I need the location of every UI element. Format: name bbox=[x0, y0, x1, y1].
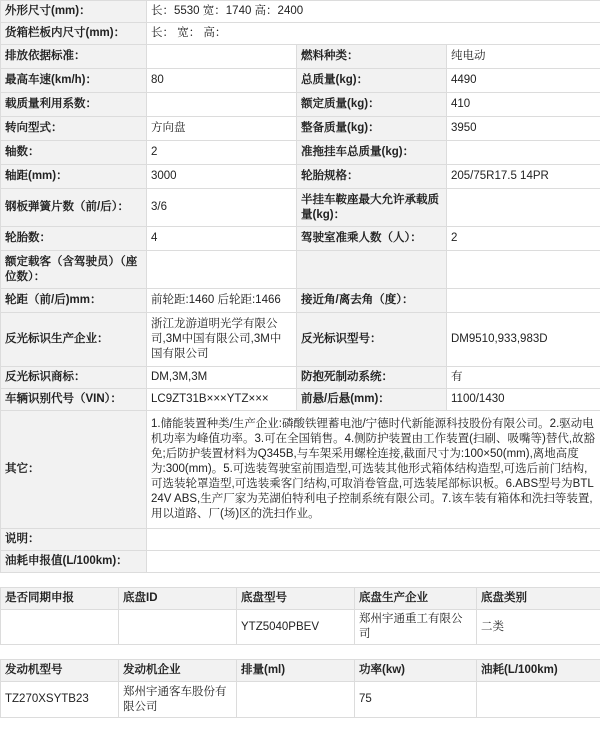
spec-value: 80 bbox=[147, 69, 297, 93]
chassis-cell: 二类 bbox=[477, 610, 600, 645]
spec-value: 前轮距:1460 后轮距:1466 bbox=[147, 289, 297, 313]
engine-cell: TZ270XSYTB23 bbox=[1, 682, 119, 718]
spec-value: 3/6 bbox=[147, 189, 297, 227]
spec-value: 3000 bbox=[147, 165, 297, 189]
section-gap bbox=[0, 645, 600, 659]
chassis-header: 底盘型号 bbox=[237, 588, 355, 610]
chassis-cell: 郑州宇通重工有限公司 bbox=[355, 610, 477, 645]
spec-label: 轴数： bbox=[1, 141, 147, 165]
spec-label: 燃料种类： bbox=[297, 45, 447, 69]
spec-value: 长：5530 宽：1740 高：2400 bbox=[147, 1, 600, 23]
spec-label: 前悬/后悬(mm)： bbox=[297, 389, 447, 411]
spec-value: 浙江龙游道明光学有限公司,3M中国有限公司,3M中国有限公司 bbox=[147, 313, 297, 367]
engine-header: 发动机企业 bbox=[119, 660, 237, 682]
spec-label: 反光标识生产企业： bbox=[1, 313, 147, 367]
chassis-header: 是否同期申报 bbox=[1, 588, 119, 610]
chassis-header: 底盘生产企业 bbox=[355, 588, 477, 610]
other-label: 其它： bbox=[1, 411, 147, 529]
spec-label: 载质量利用系数： bbox=[1, 93, 147, 117]
spec-label: 额定质量(kg)： bbox=[297, 93, 447, 117]
spec-value: DM,3M,3M bbox=[147, 367, 297, 389]
spec-label: 排放依据标准： bbox=[1, 45, 147, 69]
spec-value: 1100/1430 bbox=[447, 389, 600, 411]
spec-value: 205/75R17.5 14PR bbox=[447, 165, 600, 189]
chassis-cell bbox=[119, 610, 237, 645]
spec-value bbox=[147, 45, 297, 69]
engine-table bbox=[0, 659, 600, 718]
engine-header: 功率(kw) bbox=[355, 660, 477, 682]
section-gap bbox=[0, 573, 600, 587]
spec-label: 轮胎数： bbox=[1, 227, 147, 251]
spec-label bbox=[297, 251, 447, 289]
note-label: 说明： bbox=[1, 529, 147, 551]
chassis-table bbox=[0, 587, 600, 645]
spec-label: 轮胎规格： bbox=[297, 165, 447, 189]
spec-label: 钢板弹簧片数（前/后）： bbox=[1, 189, 147, 227]
chassis-cell bbox=[1, 610, 119, 645]
spec-value: 2 bbox=[447, 227, 600, 251]
spec-label: 防抱死制动系统： bbox=[297, 367, 447, 389]
chassis-header: 底盘类别 bbox=[477, 588, 600, 610]
spec-label: 驾驶室准乘人数（人）： bbox=[297, 227, 447, 251]
spec-label: 轮距（前/后)mm： bbox=[1, 289, 147, 313]
engine-header: 排量(ml) bbox=[237, 660, 355, 682]
spec-value bbox=[447, 141, 600, 165]
spec-value bbox=[147, 251, 297, 289]
spec-value: DM9510,933,983D bbox=[447, 313, 600, 367]
spec-label: 轴距(mm)： bbox=[1, 165, 147, 189]
spec-value bbox=[147, 93, 297, 117]
spec-label: 车辆识别代号（VIN）： bbox=[1, 389, 147, 411]
spec-value: 纯电动 bbox=[447, 45, 600, 69]
spec-value: 有 bbox=[447, 367, 600, 389]
fuel-label: 油耗申报值(L/100km)： bbox=[1, 551, 147, 573]
engine-cell bbox=[237, 682, 355, 718]
spec-value bbox=[447, 251, 600, 289]
chassis-header: 底盘ID bbox=[119, 588, 237, 610]
spec-label: 货箱栏板内尺寸(mm)： bbox=[1, 23, 147, 45]
spec-value: 4490 bbox=[447, 69, 600, 93]
engine-header: 发动机型号 bbox=[1, 660, 119, 682]
spec-value: 4 bbox=[147, 227, 297, 251]
spec-label: 接近角/离去角（度）： bbox=[297, 289, 447, 313]
spec-label: 额定载客（含驾驶员）（座位数）： bbox=[1, 251, 147, 289]
spec-value: 2 bbox=[147, 141, 297, 165]
spec-value: LC9ZT31B×××YTZ××× bbox=[147, 389, 297, 411]
spec-label: 准拖挂车总质量(kg)： bbox=[297, 141, 447, 165]
spec-value: 3950 bbox=[447, 117, 600, 141]
fuel-value bbox=[147, 551, 600, 573]
engine-cell: 郑州宇通客车股份有限公司 bbox=[119, 682, 237, 718]
spec-label: 外形尺寸(mm)： bbox=[1, 1, 147, 23]
engine-cell bbox=[477, 682, 600, 718]
spec-value bbox=[447, 189, 600, 227]
spec-label: 整备质量(kg)： bbox=[297, 117, 447, 141]
spec-label: 最高车速(km/h)： bbox=[1, 69, 147, 93]
spec-label: 转向型式： bbox=[1, 117, 147, 141]
chassis-cell: YTZ5040PBEV bbox=[237, 610, 355, 645]
engine-cell: 75 bbox=[355, 682, 477, 718]
other-text: 1.储能装置种类/生产企业:磷酸铁锂蓄电池/宁德时代新能源科技股份有限公司。2.驱动电机功率为峰值功率。3.可在全国销售。4.侧防护装置由工作装置(扫刷、吸嘴等)替代,故豁免;后防护装置材料为Q345B,与车架采用螺栓连接,截面尺寸为:100×50(mm),离地高度为:300(mm)。5.可选装驾驶室前围造型,可选装其他形式箱体结构造型,可选后前门结构,可选装轮罩造型,可选装乘客门结构,可取消卷管盘,可选装尾部标识板。6.ABS型号为BTL 24V ABS,生产厂家为芜湖伯特利电子控制系统有限公司。7.该车装有箱体和洗扫等装置,用以道路、厂(场)区的洗扫作业。 bbox=[147, 411, 600, 529]
spec-label: 反光标识型号： bbox=[297, 313, 447, 367]
spec-value: 410 bbox=[447, 93, 600, 117]
spec-label: 半挂车鞍座最大允许承载质量(kg)： bbox=[297, 189, 447, 227]
spec-value: 长： 宽： 高： bbox=[147, 23, 600, 45]
spec-label: 总质量(kg)： bbox=[297, 69, 447, 93]
engine-header: 油耗(L/100km) bbox=[477, 660, 600, 682]
note-value bbox=[147, 529, 600, 551]
spec-value: 方向盘 bbox=[147, 117, 297, 141]
spec-label: 反光标识商标： bbox=[1, 367, 147, 389]
spec-value bbox=[447, 289, 600, 313]
